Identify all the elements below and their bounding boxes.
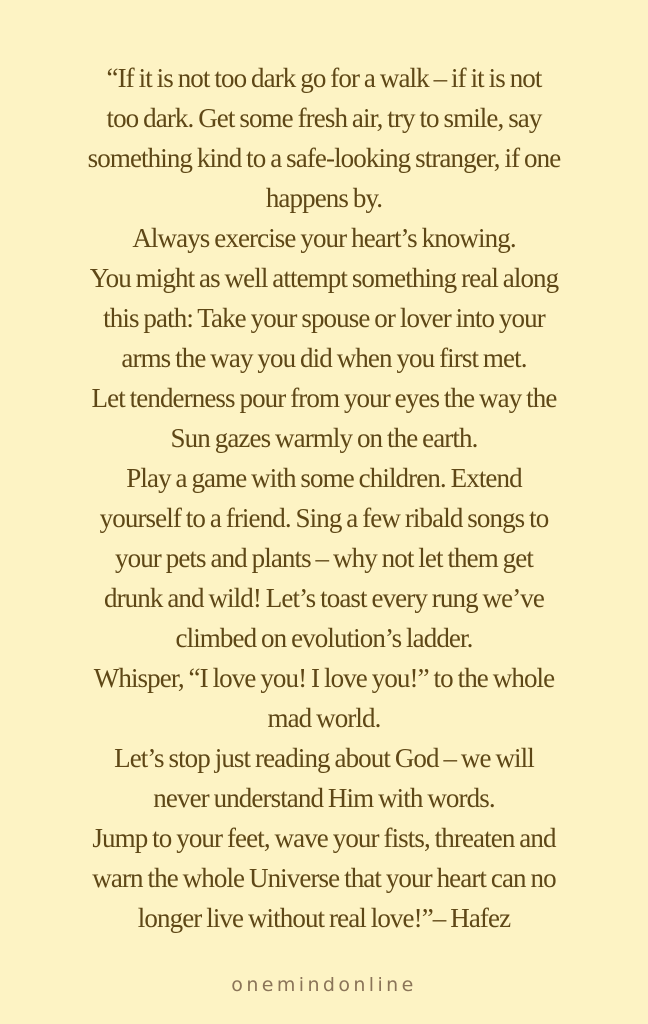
quote-line: Let’s stop just reading about God – we will [114,743,534,773]
quote-line: Jump to your feet, wave your fists, threaten and [92,823,556,853]
quote-line: drunk and wild! Let’s toast every rung we’ve [103,583,544,613]
quote-line: Play a game with some children. Extend [126,463,522,493]
quote-line: Always exercise your heart’s knowing. [132,223,516,253]
quote-line: warn the whole Universe that your heart can no [92,863,556,893]
quote-line: something kind to a safe-looking stranger, if one [87,143,561,173]
quote-line: Whisper, “I love you! I love you!” to the whole [93,663,555,693]
quote-text [40,58,608,938]
quote-line: You might as well attempt something real along [89,263,559,293]
quote-line: mad world. [267,703,381,733]
quote-line: Let tenderness pour from your eyes the way the [91,383,557,413]
brand-watermark: onemindonline [231,974,417,996]
quote-line: yourself to a friend. Sing a few ribald songs to [99,503,549,533]
quote-line: climbed on evolution’s ladder. [175,623,473,653]
quote-line: this path: Take your spouse or lover into your [103,303,545,333]
quote-line: happens by. [265,183,383,213]
quote-line: your pets and plants – why not let them get [115,543,533,573]
quote-line: arms the way you did when you first met. [121,343,527,373]
quote-line: too dark. Get some fresh air, try to smile, say [106,103,542,133]
quote-line: longer live without real love!”– Hafez [137,903,511,933]
quote-line: never understand Him with words. [153,783,495,813]
quote-line: “If it is not too dark go for a walk – if it is not [106,63,542,93]
quote-line: Sun gazes warmly on the earth. [170,423,478,453]
